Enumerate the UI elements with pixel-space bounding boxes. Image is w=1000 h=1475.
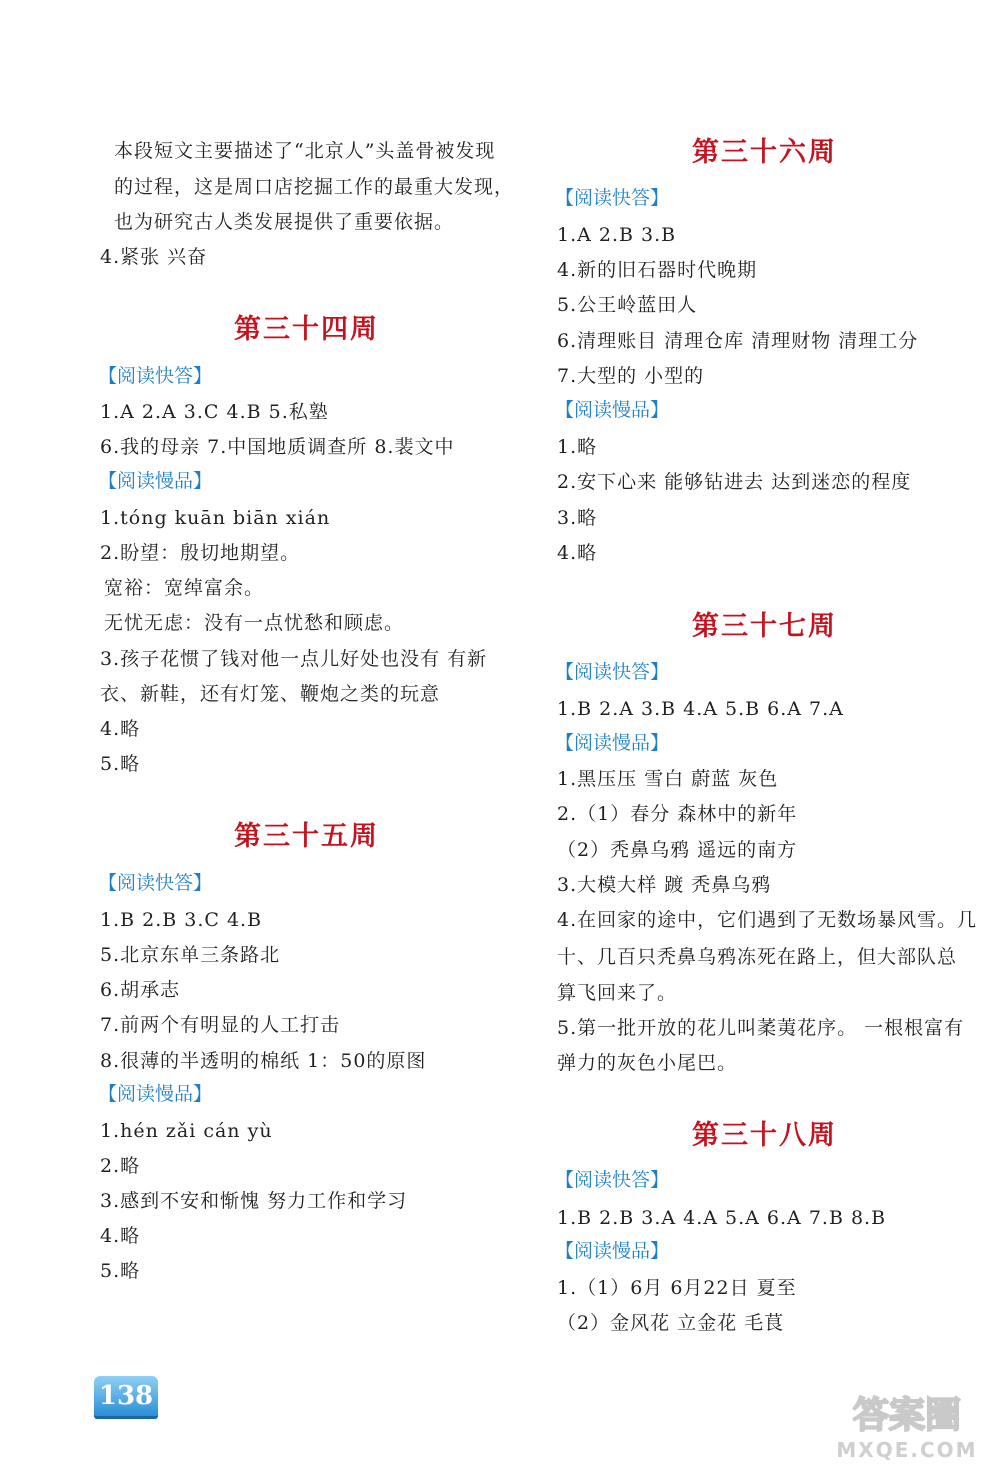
- answer-line: 4.略: [100, 718, 141, 740]
- answer-line: 1.（1）6月 6月22日 夏至: [557, 1277, 797, 1299]
- answer-line: （2）秃鼻乌鸦 遥远的南方: [557, 839, 798, 861]
- answer-line: 4.略: [557, 542, 598, 564]
- watermark-text-2: MXQE.COM: [836, 1438, 978, 1462]
- intro-item-4: 4.紧张 兴奋: [100, 246, 208, 268]
- week38-title: 第三十八周: [692, 1120, 837, 1151]
- week36-title: 第三十六周: [692, 137, 837, 168]
- answer-line: 5.公王岭蓝田人: [557, 294, 698, 316]
- answer-line: 5.略: [100, 1260, 141, 1282]
- answer-line: 3.略: [557, 507, 598, 529]
- answer-line: 2.（1）春分 森林中的新年: [557, 803, 798, 825]
- answer-line: 6.胡承志: [100, 979, 181, 1001]
- answer-line: （2）金风花 立金花 毛茛: [557, 1312, 785, 1334]
- week35-title: 第三十五周: [234, 821, 379, 852]
- intro-line: 本段短文主要描述了“北京人”头盖骨被发现: [114, 140, 496, 162]
- answer-line: 宽裕：宽绰富余。: [104, 577, 265, 599]
- week37-title: 第三十七周: [692, 611, 837, 642]
- answer-line: 1.B 2.B 3.C 4.B: [100, 909, 263, 931]
- week36-slow-label: 【阅读慢品】: [555, 399, 670, 421]
- answer-line: 2.略: [100, 1155, 141, 1177]
- watermark-logo: [832, 1385, 982, 1465]
- week36-quick-label: 【阅读快答】: [555, 187, 670, 209]
- answer-line: 7.前两个有明显的人工打击: [100, 1014, 341, 1036]
- answer-line: 1.tóng kuān biān xián: [100, 507, 331, 529]
- answer-line: 5.略: [100, 753, 141, 775]
- answer-line: 4.新的旧石器时代晚期: [557, 259, 758, 281]
- answer-line: 无忧无虑：没有一点忧愁和顾虑。: [104, 612, 405, 634]
- answer-line: 1.B 2.B 3.A 4.A 5.A 6.A 7.B 8.B: [557, 1207, 887, 1229]
- week34-slow-label: 【阅读慢品】: [98, 470, 213, 492]
- answer-line: 2.盼望：殷切地期望。: [100, 542, 301, 564]
- answer-line: 5.第一批开放的花儿叫葇荑花序。 一根根富有: [557, 1017, 965, 1039]
- answer-line: 6.清理账目 清理仓库 清理财物 清理工分: [557, 330, 919, 352]
- answer-line: 1.A 2.A 3.C 4.B 5.私塾: [100, 401, 329, 423]
- answer-line: 7.大型的 小型的: [557, 365, 705, 387]
- page-number: 138: [98, 1381, 154, 1411]
- watermark-text-1: 答案圈: [852, 1395, 962, 1436]
- answer-line: 十、几百只秃鼻乌鸦冻死在路上，但大部队总: [557, 946, 958, 968]
- answer-line: 3.大模大样 踱 秃鼻乌鸦: [557, 874, 772, 896]
- answer-line: 4.在回家的途中，它们遇到了无数场暴风雪。几: [557, 909, 978, 931]
- answer-line: 1.hén zǎi cán yù: [100, 1120, 273, 1142]
- intro-line: 也为研究古人类发展提供了重要依据。: [114, 211, 455, 233]
- week37-quick-label: 【阅读快答】: [555, 661, 670, 683]
- answer-line: 2.安下心来 能够钻进去 达到迷恋的程度: [557, 471, 912, 493]
- answer-line: 1.略: [557, 436, 598, 458]
- week35-quick-label: 【阅读快答】: [98, 872, 213, 894]
- answer-line: 3.孩子花惯了钱对他一点儿好处也没有 有新: [100, 648, 488, 670]
- week38-slow-label: 【阅读慢品】: [555, 1240, 670, 1262]
- answer-line: 5.北京东单三条路北: [100, 944, 281, 966]
- week35-slow-label: 【阅读慢品】: [98, 1083, 213, 1105]
- answer-line: 弹力的灰色小尾巴。: [557, 1052, 738, 1074]
- week34-quick-label: 【阅读快答】: [98, 365, 213, 387]
- week38-quick-label: 【阅读快答】: [555, 1169, 670, 1191]
- intro-line: 的过程，这是周口店挖掘工作的最重大发现，: [114, 176, 515, 198]
- week37-slow-label: 【阅读慢品】: [555, 732, 670, 754]
- week34-title: 第三十四周: [234, 314, 379, 345]
- watermark: [832, 1385, 982, 1465]
- answer-line: 1.A 2.B 3.B: [557, 224, 677, 246]
- answer-line: 1.黑压压 雪白 蔚蓝 灰色: [557, 768, 779, 790]
- answer-line: 算飞回来了。: [557, 982, 678, 1004]
- answer-line: 8.很薄的半透明的棉纸 1：50的原图: [100, 1050, 427, 1072]
- answer-line: 3.感到不安和惭愧 努力工作和学习: [100, 1190, 408, 1212]
- page-number-badge: [94, 1376, 158, 1416]
- answer-line: 4.略: [100, 1225, 141, 1247]
- answer-line: 6.我的母亲 7.中国地质调查所 8.裴文中: [100, 436, 455, 458]
- answer-line: 衣、新鞋，还有灯笼、鞭炮之类的玩意: [100, 683, 441, 705]
- answer-line: 1.B 2.A 3.B 4.A 5.B 6.A 7.A: [557, 698, 844, 720]
